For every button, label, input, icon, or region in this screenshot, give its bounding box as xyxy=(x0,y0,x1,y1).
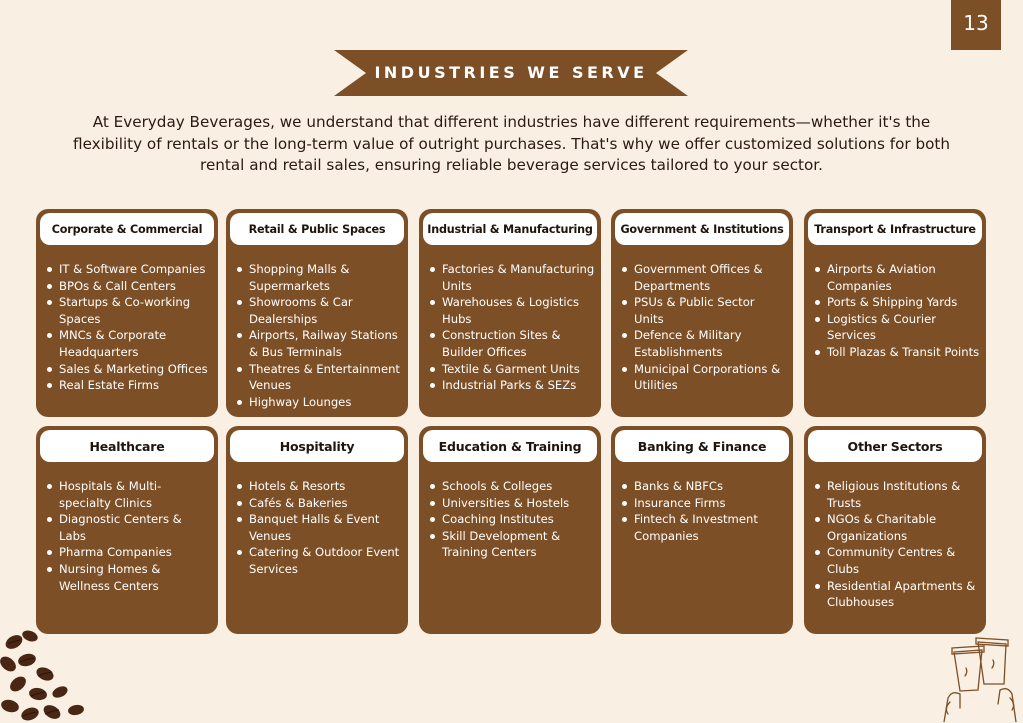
intro-paragraph: At Everyday Beverages, we understand that different industries have different requirements—whether it's the flexibility of rentals or the long-term value of outright purchases. That's why we offer customized solutions for both rental and retail sales, ensuring reliable beverage services tailored to your sector. xyxy=(73,113,950,174)
list-item: Industrial Parks & SEZs xyxy=(429,377,595,394)
list-item: Sales & Marketing Offices xyxy=(46,361,212,378)
card-list xyxy=(46,478,212,594)
coffee-beans-icon xyxy=(0,622,100,723)
list-item: Diagnostic Centers & Labs xyxy=(46,511,212,544)
card-title: Industrial & Manufacturing xyxy=(423,213,597,245)
list-item: Logistics & Courier Services xyxy=(814,311,980,344)
card-list xyxy=(236,261,402,410)
list-item: Residential Apartments & Clubhouses xyxy=(814,578,980,611)
card-title: Transport & Infrastructure xyxy=(808,213,982,245)
list-item: Showrooms & Car Dealerships xyxy=(236,294,402,327)
card-list xyxy=(621,478,787,544)
card-title: Banking & Finance xyxy=(615,430,789,462)
list-item: Insurance Firms xyxy=(621,495,787,512)
card-title: Retail & Public Spaces xyxy=(230,213,404,245)
list-item: Shopping Malls & Supermarkets xyxy=(236,261,402,294)
list-item: IT & Software Companies xyxy=(46,261,212,278)
list-item: Banquet Halls & Event Venues xyxy=(236,511,402,544)
list-item: Construction Sites & Builder Offices xyxy=(429,327,595,360)
list-item: Hospitals & Multi-specialty Clinics xyxy=(46,478,212,511)
list-item: Highway Lounges xyxy=(236,394,402,411)
industry-card-government xyxy=(611,209,793,417)
list-item: Coaching Institutes xyxy=(429,511,595,528)
list-item: Catering & Outdoor Event Services xyxy=(236,544,402,577)
section-banner xyxy=(334,50,688,96)
card-list xyxy=(814,261,980,361)
card-list xyxy=(429,261,595,394)
list-item: Nursing Homes & Wellness Centers xyxy=(46,561,212,594)
list-item: Textile & Garment Units xyxy=(429,361,595,378)
industry-card-healthcare xyxy=(36,426,218,634)
list-item: Hotels & Resorts xyxy=(236,478,402,495)
card-list xyxy=(814,478,980,611)
industry-card-hospitality xyxy=(226,426,408,634)
card-title: Government & Institutions xyxy=(615,213,789,245)
list-item: Ports & Shipping Yards xyxy=(814,294,980,311)
list-item: Startups & Co-working Spaces xyxy=(46,294,212,327)
industry-card-education xyxy=(419,426,601,634)
list-item: Cafés & Bakeries xyxy=(236,495,402,512)
card-list xyxy=(621,261,787,394)
section-title: INDUSTRIES WE SERVE xyxy=(374,63,648,82)
list-item: Real Estate Firms xyxy=(46,377,212,394)
card-title: Other Sectors xyxy=(808,430,982,462)
list-item: Universities & Hostels xyxy=(429,495,595,512)
page-number: 13 xyxy=(951,0,1001,50)
card-title: Healthcare xyxy=(40,430,214,462)
list-item: Community Centres & Clubs xyxy=(814,544,980,577)
list-item: Warehouses & Logistics Hubs xyxy=(429,294,595,327)
list-item: Fintech & Investment Companies xyxy=(621,511,787,544)
list-item: Defence & Military Establishments xyxy=(621,327,787,360)
list-item: Schools & Colleges xyxy=(429,478,595,495)
list-item: PSUs & Public Sector Units xyxy=(621,294,787,327)
list-item: MNCs & Corporate Headquarters xyxy=(46,327,212,360)
coffee-cups-icon xyxy=(938,628,1022,722)
industry-card-other xyxy=(804,426,986,634)
industry-card-banking xyxy=(611,426,793,634)
list-item: Religious Institutions & Trusts xyxy=(814,478,980,511)
card-title: Hospitality xyxy=(230,430,404,462)
list-item: Toll Plazas & Transit Points xyxy=(814,344,980,361)
card-list xyxy=(236,478,402,578)
list-item: Airports, Railway Stations & Bus Terminals xyxy=(236,327,402,360)
card-list xyxy=(429,478,595,561)
list-item: Factories & Manufacturing Units xyxy=(429,261,595,294)
industry-card-retail xyxy=(226,209,408,417)
list-item: Municipal Corporations & Utilities xyxy=(621,361,787,394)
list-item: Pharma Companies xyxy=(46,544,212,561)
card-title: Education & Training xyxy=(423,430,597,462)
list-item: Government Offices & Departments xyxy=(621,261,787,294)
card-list xyxy=(46,261,212,394)
industry-card-industrial xyxy=(419,209,601,417)
list-item: BPOs & Call Centers xyxy=(46,278,212,295)
industry-card-transport xyxy=(804,209,986,417)
list-item: Theatres & Entertainment Venues xyxy=(236,361,402,394)
list-item: Airports & Aviation Companies xyxy=(814,261,980,294)
list-item: NGOs & Charitable Organizations xyxy=(814,511,980,544)
list-item: Skill Development & Training Centers xyxy=(429,528,595,561)
card-title: Corporate & Commercial xyxy=(40,213,214,245)
list-item: Banks & NBFCs xyxy=(621,478,787,495)
industry-card-corporate xyxy=(36,209,218,417)
